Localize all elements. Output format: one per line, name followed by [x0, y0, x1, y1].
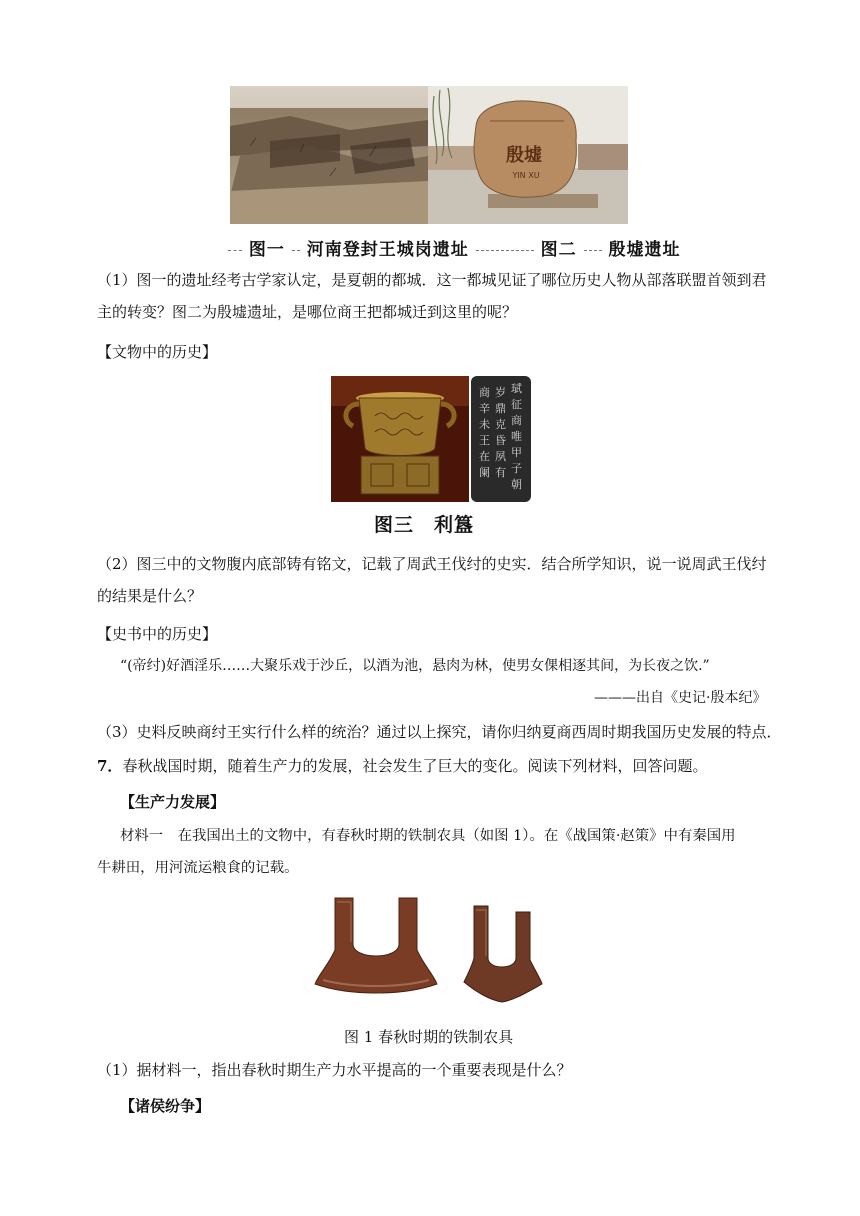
iron-tool-small: [462, 900, 546, 1004]
svg-text:克: 克: [495, 418, 506, 431]
question-3: （3）史料反映商纣王实行什么样的统治？通过以上探究，请你归纳夏商西周时期我国历史发展的特点．: [97, 723, 782, 741]
figure12-caption: [228, 235, 680, 260]
question-7: [97, 756, 707, 776]
svg-text:有: 有: [495, 466, 506, 479]
material-1-line2: 牛耕田，用河流运粮食的记载。: [97, 860, 299, 876]
question-2-line2: 的结果是什么？: [97, 587, 203, 605]
svg-text:商: 商: [479, 386, 490, 399]
svg-text:朝: 朝: [511, 478, 522, 491]
question-7-number: 7．: [97, 757, 123, 775]
quote-source: ———出自《史记·殷本纪》: [594, 690, 767, 706]
svg-text:昏: 昏: [495, 434, 506, 447]
iron-tool-large: [313, 892, 439, 1000]
svg-text:夙: 夙: [495, 450, 506, 463]
section-heading-relics: 【文物中的历史】: [97, 343, 218, 361]
svg-text:鼎: 鼎: [495, 402, 506, 415]
section-heading-vassals: 【诸侯纷争】: [120, 1097, 211, 1115]
yinxu-site-photo: [428, 86, 628, 224]
svg-text:子: 子: [511, 462, 522, 475]
svg-text:珷: 珷: [511, 382, 522, 395]
wangchenggang-site-photo: [230, 86, 428, 224]
figure-tools-caption: 图 1 春秋时期的铁制农具: [344, 1028, 514, 1046]
stone-text: 殷墟: [506, 145, 542, 166]
figure3-caption: 图三 利簋: [374, 514, 475, 536]
svg-text:岁: 岁: [495, 386, 506, 399]
svg-text:辛: 辛: [479, 402, 490, 415]
svg-text:唯: 唯: [511, 430, 522, 443]
question-1-line1: （1）图一的遗址经考古学家认定，是夏朝的都城．这一都城见证了哪位历史人物从部落联盟首领到君: [97, 271, 767, 289]
svg-text:在: 在: [479, 450, 490, 463]
question-7-text: 春秋战国时期，随着生产力的发展，社会发生了巨大的变化。阅读下列材料，回答问题。: [122, 757, 708, 775]
svg-text:征: 征: [511, 398, 522, 411]
question-1-line2: 主的转变？图二为殷墟遗址，是哪位商王把都城迁到这里的呢？: [97, 303, 518, 321]
dot-leader: [584, 250, 602, 251]
li-gui-inscription-photo: [471, 376, 531, 502]
stone-pinyin: YIN XU: [512, 171, 540, 180]
svg-text:阑: 阑: [479, 466, 490, 479]
material-1-line1: 材料一 在我国出土的文物中，有春秋时期的铁制农具（如图 1）。在《战国策·赵策》中有秦国用: [120, 828, 736, 844]
svg-text:甲: 甲: [511, 446, 522, 459]
dot-leader: [228, 250, 242, 251]
dot-leader: [476, 250, 534, 251]
svg-text:王: 王: [479, 434, 490, 447]
section-heading-productivity: 【生产力发展】: [120, 793, 226, 811]
question-7-1: （1）据材料一，指出春秋时期生产力水平提高的一个重要表现是什么？: [97, 1061, 572, 1079]
svg-text:商: 商: [511, 414, 522, 427]
section-heading-books: 【史书中的历史】: [97, 625, 218, 643]
svg-text:未: 未: [479, 418, 490, 431]
li-gui-vessel-photo: [331, 376, 469, 502]
question-2-line1: （2）图三中的文物腹内底部铸有铭文，记载了周武王伐纣的史实．结合所学知识，说一说周武王伐纣: [97, 555, 767, 573]
figure1-place: 河南登封王城岗遗址: [306, 240, 469, 260]
quote-text: “(帝纣)好酒淫乐……大聚乐戏于沙丘，以酒为池，悬肉为林，使男女倮相逐其间，为长夜之饮.”: [120, 658, 710, 674]
figure2-label: 图二: [540, 240, 577, 260]
figure2-place: 殷墟遗址: [608, 240, 681, 260]
dot-leader: [292, 250, 300, 251]
figure1-label: 图一: [248, 240, 285, 260]
